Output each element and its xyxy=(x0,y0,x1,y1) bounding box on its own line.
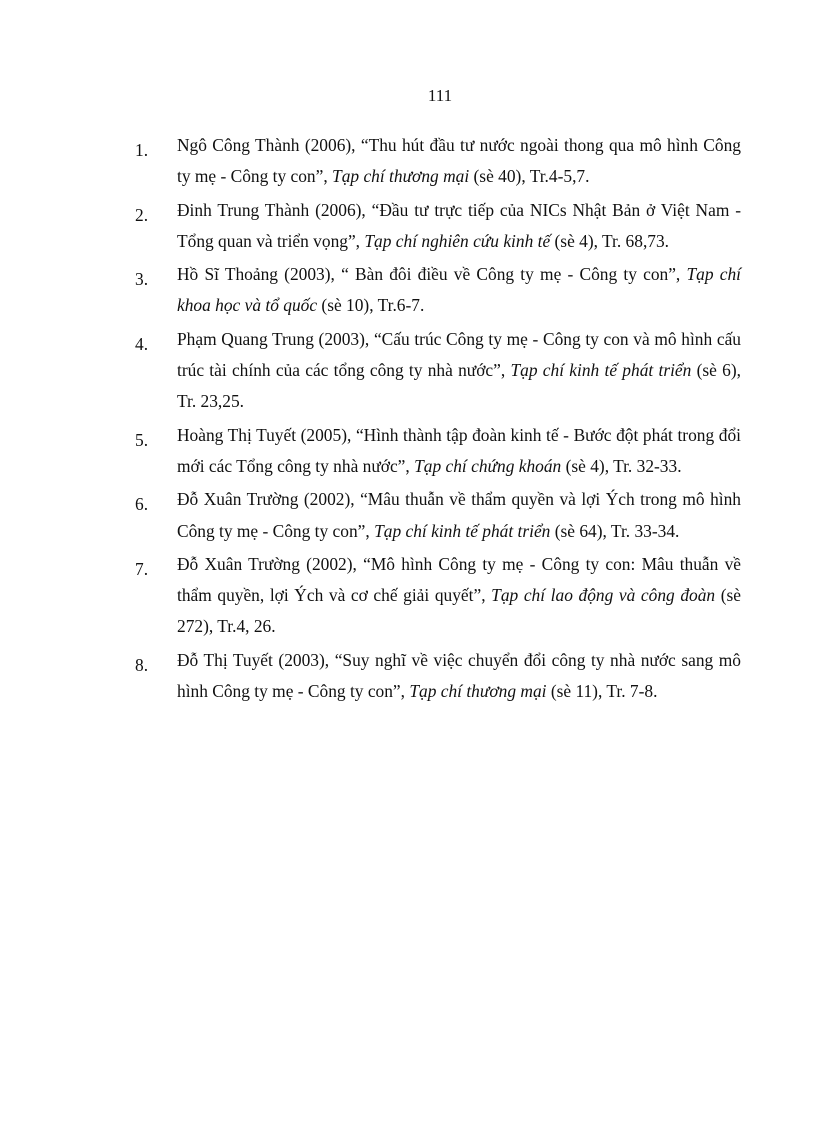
reference-number: 3. xyxy=(135,269,149,290)
reference-tail: (sè 272), Tr.4, 26. xyxy=(177,585,741,637)
reference-text xyxy=(177,130,741,193)
reference-lead: Đỗ Thị Tuyết (2003), “Suy nghĩ về việc chuyển đổi công ty nhà nước sang mô hình Công ty mẹ - Công ty con”, xyxy=(177,649,741,702)
reference-tail: (sè 11), Tr. 7-8. xyxy=(546,681,658,702)
reference-item xyxy=(133,549,741,643)
reference-item xyxy=(133,420,741,483)
reference-number: 2. xyxy=(135,204,149,225)
reference-text xyxy=(177,195,741,258)
page-number: 111 xyxy=(427,86,453,105)
journal-title: Tạp chí nghiên cứu kinh tế xyxy=(364,230,551,251)
reference-lead: Hoàng Thị Tuyết (2005), “Hình thành tập đoàn kinh tế - Bước đột phát trong đổi mới các Tổng công ty nhà nước”, xyxy=(177,424,741,476)
reference-text xyxy=(177,259,741,322)
reference-item xyxy=(133,130,741,193)
reference-tail: (sè 6), Tr. 23,25. xyxy=(177,360,741,412)
reference-item xyxy=(133,484,741,547)
reference-number: 4. xyxy=(135,333,149,354)
reference-item xyxy=(133,324,741,418)
reference-number: 1. xyxy=(135,140,149,160)
reference-lead: Đinh Trung Thành (2006), “Đầu tư trực tiếp của NICs Nhật Bản ở Việt Nam - Tổng quan và triển vọng”, xyxy=(177,199,741,251)
reference-lead: Đỗ Xuân Trường (2002), “Mâu thuẫn về thẩm quyền và lợi Ých trong mô hình Công ty mẹ - Công ty con”, xyxy=(177,489,741,541)
reference-text xyxy=(177,549,741,643)
reference-number: 7. xyxy=(135,558,149,579)
reference-tail: (sè 4), Tr. 32-33. xyxy=(561,455,682,476)
reference-item xyxy=(133,645,741,708)
journal-title: Tạp chí thương mại xyxy=(332,166,470,187)
reference-lead: Đỗ Xuân Trường (2002), “Mô hình Công ty mẹ - Công ty con: Mâu thuẫn về thẩm quyền, lợi Ých và cơ chế giải quyết”, xyxy=(177,553,741,606)
journal-title: Tạp chí chứng khoán xyxy=(414,455,562,476)
journal-title: Tạp chí kinh tế phát triển xyxy=(510,360,692,381)
journal-title: Tạp chí kinh tế phát triển xyxy=(374,520,551,541)
reference-number: 6. xyxy=(135,494,149,515)
reference-tail: (sè 40), Tr.4-5,7. xyxy=(469,166,590,187)
reference-text xyxy=(177,484,741,547)
reference-number: 8. xyxy=(135,654,149,675)
reference-lead: Ngô Công Thành (2006), “Thu hút đầu tư nước ngoài thong qua mô hình Công ty mẹ - Công ty con”, xyxy=(177,135,741,187)
reference-item xyxy=(133,259,741,322)
journal-title: Tạp chí thương mại xyxy=(409,681,547,702)
reference-item xyxy=(133,195,741,258)
journal-title: Tạp chí khoa học và tổ quốc xyxy=(177,264,741,316)
reference-tail: (sè 64), Tr. 33-34. xyxy=(550,520,680,541)
reference-tail: (sè 4), Tr. 68,73. xyxy=(550,230,670,251)
reference-text xyxy=(177,324,741,418)
reference-lead: Hồ Sĩ Thoảng (2003), “ Bàn đôi điều về Công ty mẹ - Công ty con”, xyxy=(177,264,687,285)
reference-tail: (sè 10), Tr.6-7. xyxy=(317,295,425,316)
reference-number: 5. xyxy=(135,429,149,450)
reference-lead: Phạm Quang Trung (2003), “Cấu trúc Công ty mẹ - Công ty con và mô hình cấu trúc tài chính của các tổng công ty nhà nước”, xyxy=(177,328,741,381)
journal-title: Tạp chí lao động và công đoàn xyxy=(491,585,716,606)
reference-list xyxy=(133,130,741,709)
reference-text xyxy=(177,420,741,483)
reference-text xyxy=(177,645,741,708)
